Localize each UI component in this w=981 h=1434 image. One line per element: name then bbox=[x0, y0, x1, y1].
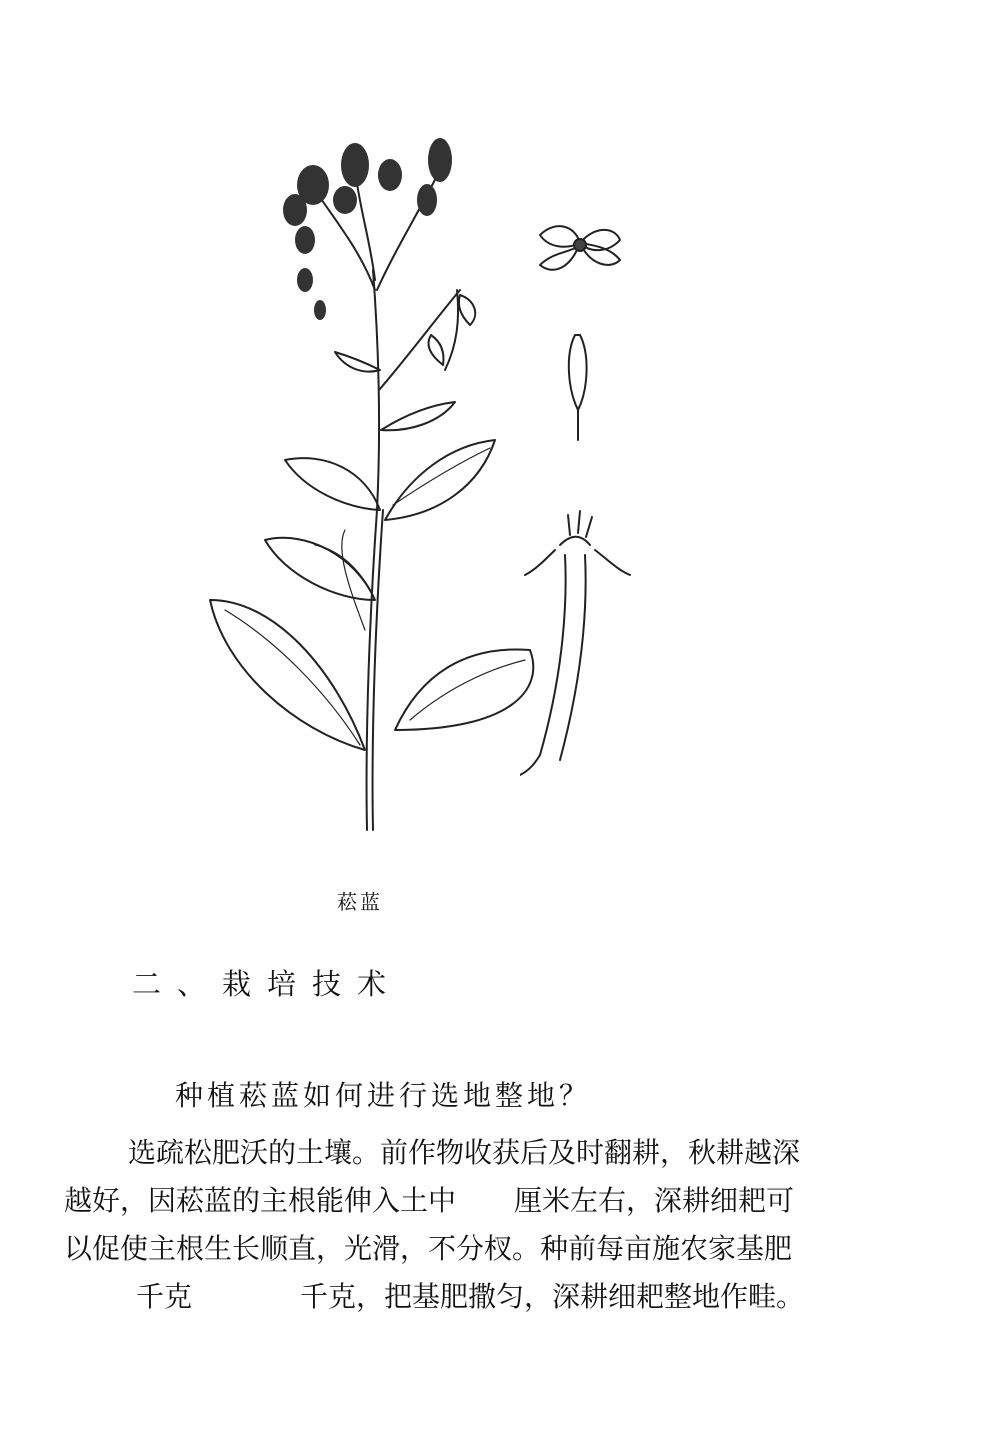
paragraph-line-2b: 厘米左右，深耕细耙可 bbox=[514, 1184, 795, 1217]
figure-caption: 菘蓝 bbox=[337, 890, 383, 914]
paragraph-line-4a: 千克 bbox=[136, 1280, 193, 1313]
answer-paragraph bbox=[64, 1129, 904, 1321]
flower-detail-icon bbox=[540, 226, 620, 270]
fruit-detail-icon bbox=[569, 335, 587, 440]
paragraph-line-1: 选疏松肥沃的土壤。前作物收获后及时翻耕，秋耕越深 bbox=[128, 1136, 801, 1169]
paragraph-line-4b: 千克，把基肥撒匀，深耕细耙整地作畦。 bbox=[300, 1280, 805, 1313]
paragraph-line-3: 以促使主根生长顺直，光滑，不分杈。种前每亩施农家基肥 bbox=[64, 1232, 793, 1265]
taproot-detail-icon bbox=[520, 511, 630, 775]
plant-detail-icons bbox=[520, 215, 640, 835]
question-heading: 种植菘蓝如何进行选地整地？ bbox=[175, 1079, 592, 1112]
paragraph-line-2a: 越好，因菘蓝的主根能伸入土中 bbox=[64, 1184, 457, 1217]
plant-illustration bbox=[195, 130, 645, 850]
section-heading: 二、栽培技术 bbox=[132, 967, 403, 1001]
